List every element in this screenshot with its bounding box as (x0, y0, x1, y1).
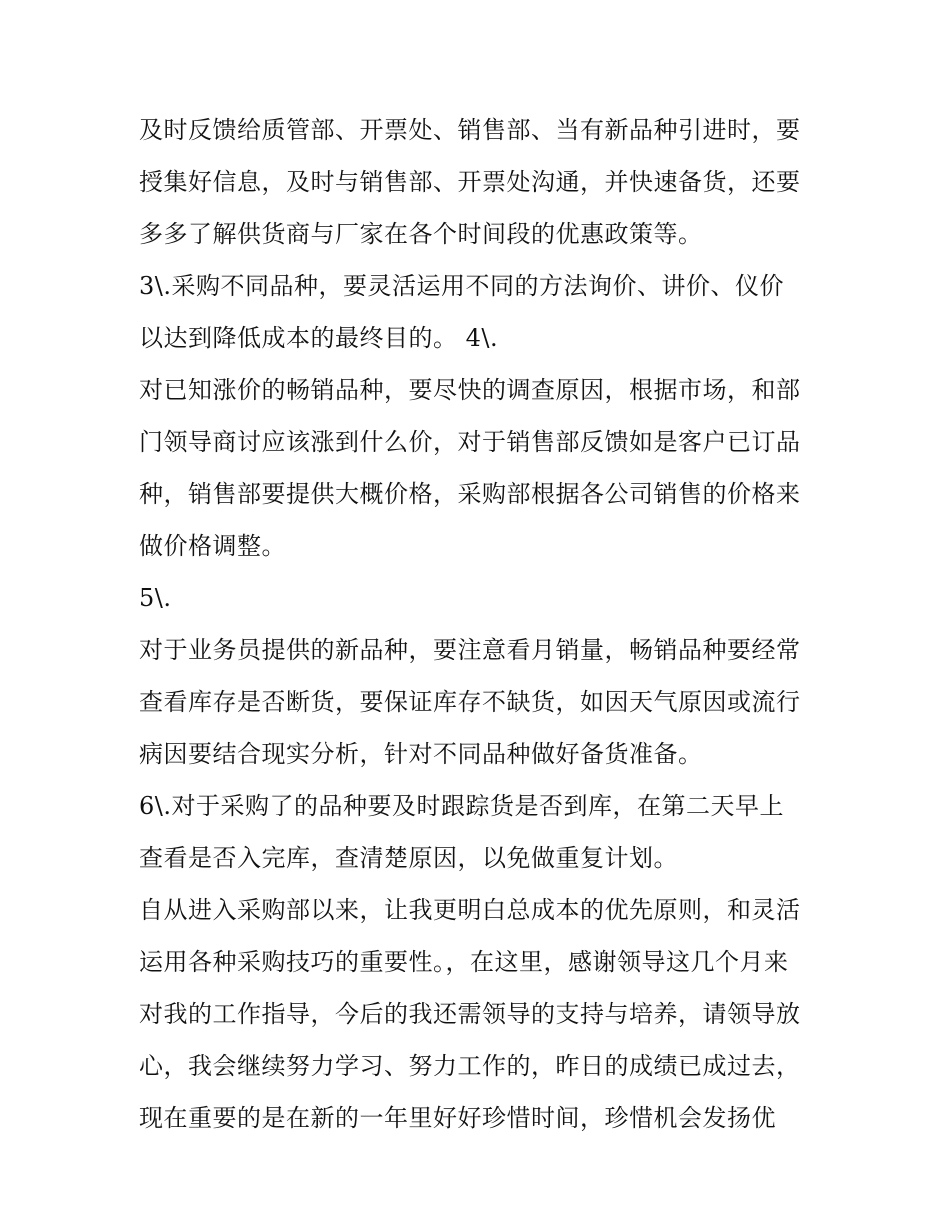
text-line-3: 多多了解供货商与厂家在各个时间段的优惠政策等。 (139, 220, 703, 248)
text-line-10: 5\. (139, 584, 172, 612)
text-line-7: 门领导商讨应该涨到什么价，对于销售部反馈如是客户已订品 (139, 428, 801, 456)
text-line-15: 查看是否入完库，查清楚原因，以免做重复计划。 (139, 844, 678, 872)
text-line-2: 授集好信息，及时与销售部、开票处沟通，并快速备货，还要 (139, 168, 801, 196)
text-line-8: 种，销售部要提供大概价格，采购部根据各公司销售的价格来 (139, 480, 801, 508)
text-line-14: 6\.对于采购了的品种要及时跟踪货是否到库，在第二天早上 (139, 792, 784, 820)
text-line-18: 对我的工作指导，今后的我还需领导的支持与培养，请领导放 (139, 1000, 801, 1028)
text-line-11: 对于业务员提供的新品种，要注意看月销量，畅销品种要经常 (139, 636, 801, 664)
text-line-6: 对已知涨价的畅销品种，要尽快的调查原因，根据市场，和部 (139, 376, 801, 404)
text-line-19: 心，我会继续努力学习、努力工作的，昨日的成绩已成过去， (139, 1052, 801, 1080)
text-line-9: 做价格调整。 (139, 532, 286, 560)
text-line-20: 现在重要的是在新的一年里好好珍惜时间，珍惜机会发扬优 (139, 1104, 776, 1132)
text-line-13: 病因要结合现实分析，针对不同品种做好备货准备。 (139, 740, 703, 768)
text-line-12: 查看库存是否断货，要保证库存不缺货，如因天气原因或流行 (139, 688, 801, 716)
text-line-17: 运用各种采购技巧的重要性。，在这里，感谢领导这几个月来 (139, 948, 789, 976)
text-line-4: 3\.采购不同品种，要灵活运用不同的方法询价、讲价、仪价 (139, 272, 784, 300)
text-line-5: 以达到降低成本的最终目的。 4\. (139, 324, 499, 352)
document-body (139, 107, 819, 1147)
text-line-16: 自从进入采购部以来，让我更明白总成本的优先原则，和灵活 (139, 896, 801, 924)
text-line-1: 及时反馈给质管部、开票处、销售部、当有新品种引进时，要 (139, 116, 801, 144)
